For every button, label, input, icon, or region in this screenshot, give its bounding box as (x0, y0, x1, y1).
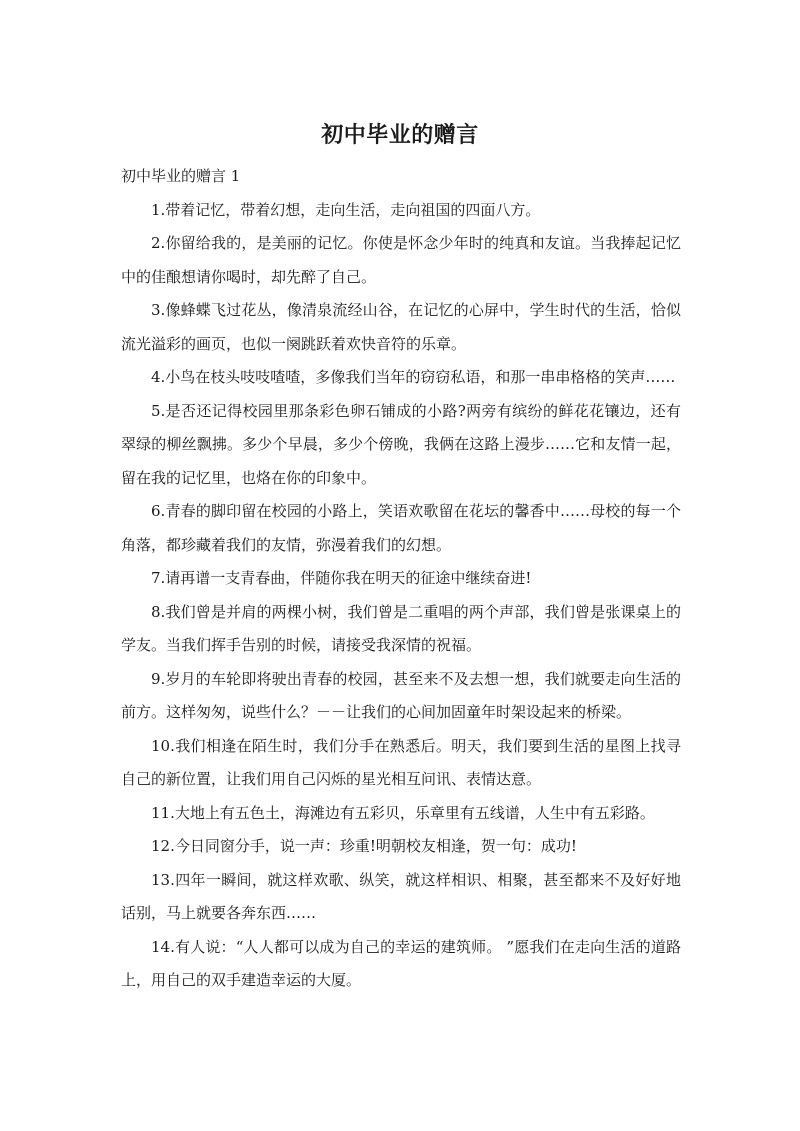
document-title: 初中毕业的赠言 (321, 123, 479, 148)
section-subtitle: 初中毕业的赠言 1 (121, 167, 241, 185)
paragraph-5: 5.是否还记得校园里那条彩色卵石铺成的小路?两旁有缤纷的鲜花花镶边，还有翠绿的柳丝飘拂。多少个早晨，多少个傍晚，我俩在这路上漫步……它和友情一起，留在我的记忆里，也烙在你的印象中。 (121, 401, 681, 487)
paragraph-8: 8.我们曾是并肩的两棵小树，我们曾是二重唱的两个声部，我们曾是张课桌上的学友。当我们挥手告别的时候，请接受我深情的祝福。 (121, 602, 681, 654)
paragraph-12: 12.今日同窗分手，说一声：珍重!明朝校友相逢，贺一句：成功! (151, 837, 577, 855)
paragraph-11: 11.大地上有五色土，海滩边有五彩贝，乐章里有五线谱，人生中有五彩路。 (151, 803, 655, 822)
paragraph-13: 13.四年一瞬间，就这样欢歌、纵笑，就这样相识、相聚，甚至都来不及好好地话别，马上就要各奔东西…… (121, 870, 681, 922)
paragraph-9: 9.岁月的车轮即将驶出青春的校园，甚至来不及去想一想，我们就要走向生活的前方。这样匆匆，说些什么？－－让我们的心间加固童年时架设起来的桥梁。 (121, 669, 681, 721)
paragraph-7: 7.请再谱一支青春曲，伴随你我在明天的征途中继续奋进! (151, 569, 532, 587)
document-body (121, 160, 681, 998)
paragraph-1: 1.带着记忆，带着幻想，走向生活，走向祖国的四面八方。 (151, 200, 541, 219)
paragraph-10: 10.我们相逢在陌生时，我们分手在熟悉后。明天，我们要到生活的星图上找寻自己的新位置，让我们用自己闪烁的星光相互问讯、表情达意。 (121, 736, 681, 788)
paragraph-14: 14.有人说：“人人都可以成为自己的幸运的建筑师。 ”愿我们在走向生活的道路上，用自己的双手建造幸运的大厦。 (121, 937, 681, 989)
paragraph-3: 3.像蜂蝶飞过花丛，像清泉流经山谷，在记忆的心屏中，学生时代的生活，恰似流光溢彩的画页，也似一阕跳跃着欢快音符的乐章。 (121, 301, 681, 353)
paragraph-4: 4.小鸟在枝头吱吱喳喳，多像我们当年的窃窃私语，和那一串串格格的笑声…… (151, 368, 676, 386)
paragraph-2: 2.你留给我的，是美丽的记忆。你使是怀念少年时的纯真和友谊。当我捧起记忆中的佳酿想请你喝时，却先醉了自己。 (121, 234, 681, 286)
paragraph-6: 6.青春的脚印留在校园的小路上，笑语欢歌留在花坛的馨香中……母校的每一个角落，都珍藏着我们的友情，弥漫着我们的幻想。 (121, 502, 681, 554)
